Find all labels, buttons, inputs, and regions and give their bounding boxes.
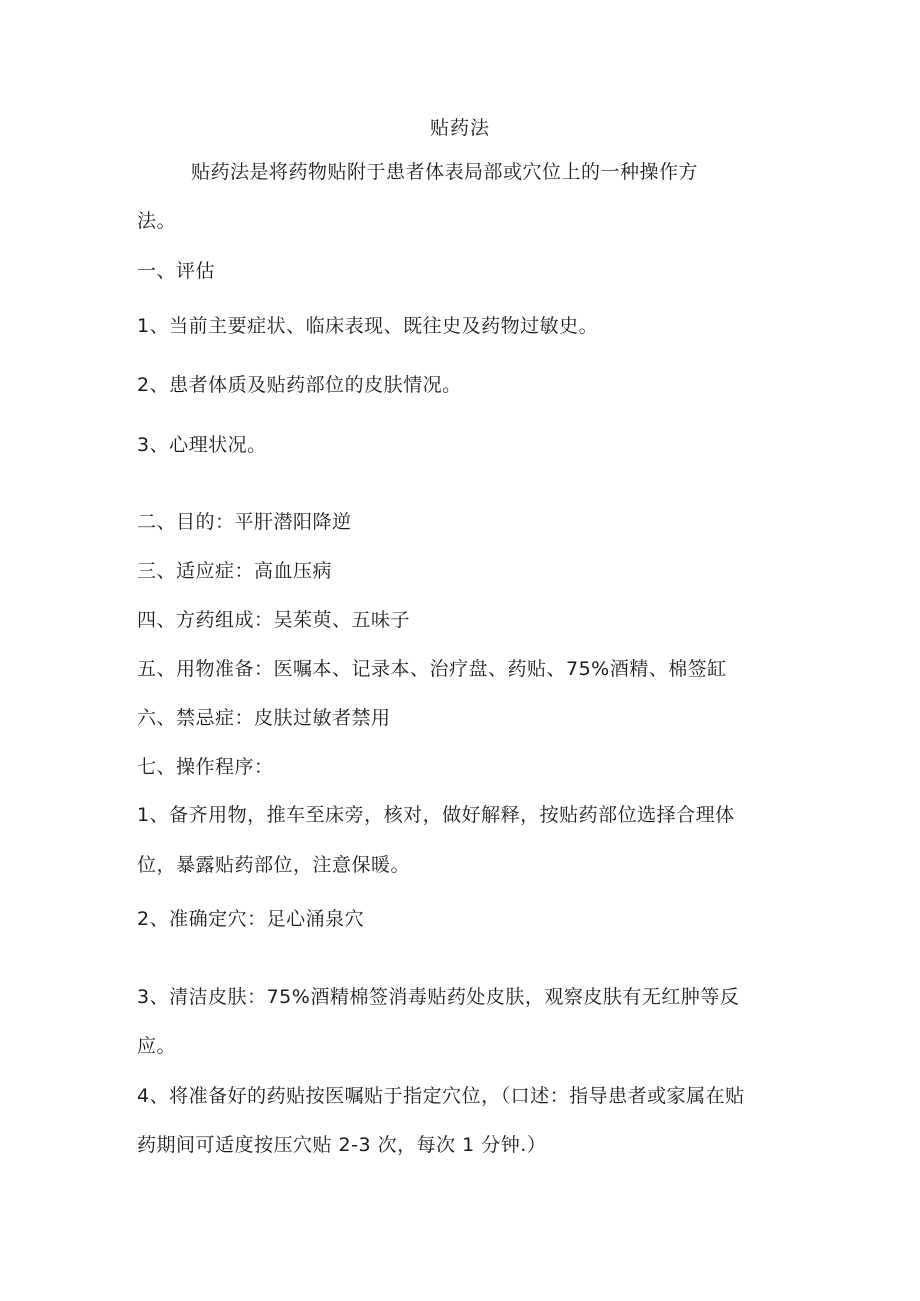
intro-line-2: 法。: [137, 210, 177, 232]
purpose-line: 二、目的：平肝潜阳降逆: [137, 511, 352, 533]
contraindication-line: 六、禁忌症：皮肤过敏者禁用: [137, 707, 391, 729]
materials-line: 五、用物准备：医嘱本、记录本、治疗盘、药贴、75%酒精、棉签缸: [137, 658, 727, 680]
procedure-step-3-line-1: 3、清洁皮肤：75%酒精棉签消毒贴药处皮肤，观察皮肤有无红肿等反: [137, 986, 740, 1008]
procedure-step-2: 2、准确定穴：足心涌泉穴: [137, 908, 365, 930]
assessment-item-2: 2、患者体质及贴药部位的皮肤情况。: [137, 374, 462, 396]
indication-line: 三、适应症：高血压病: [137, 560, 333, 582]
assessment-heading: 一、评估: [137, 260, 216, 282]
page-title: 贴药法: [429, 117, 490, 139]
assessment-item-3: 3、心理状况。: [137, 434, 267, 456]
procedure-step-4-line-1: 4、将准备好的药贴按医嘱贴于指定穴位，（口述：指导患者或家属在贴: [137, 1085, 745, 1107]
formula-line: 四、方药组成：吴茱萸、五味子: [137, 609, 411, 631]
procedure-heading: 七、操作程序：: [137, 756, 274, 778]
procedure-step-3-line-2: 应。: [137, 1035, 177, 1057]
intro-line-1: 贴药法是将药物贴附于患者体表局部或穴位上的一种操作方: [191, 161, 699, 183]
procedure-step-1-line-2: 位，暴露贴药部位，注意保暖。: [137, 854, 411, 876]
procedure-step-4-line-2: 药期间可适度按压穴贴 2-3 次，每次 1 分钟.）: [137, 1134, 547, 1156]
procedure-step-1-line-1: 1、备齐用物，推车至床旁，核对，做好解释，按贴药部位选择合理体: [137, 804, 735, 826]
assessment-item-1: 1、当前主要症状、临床表现、既往史及药物过敏史。: [137, 315, 599, 337]
